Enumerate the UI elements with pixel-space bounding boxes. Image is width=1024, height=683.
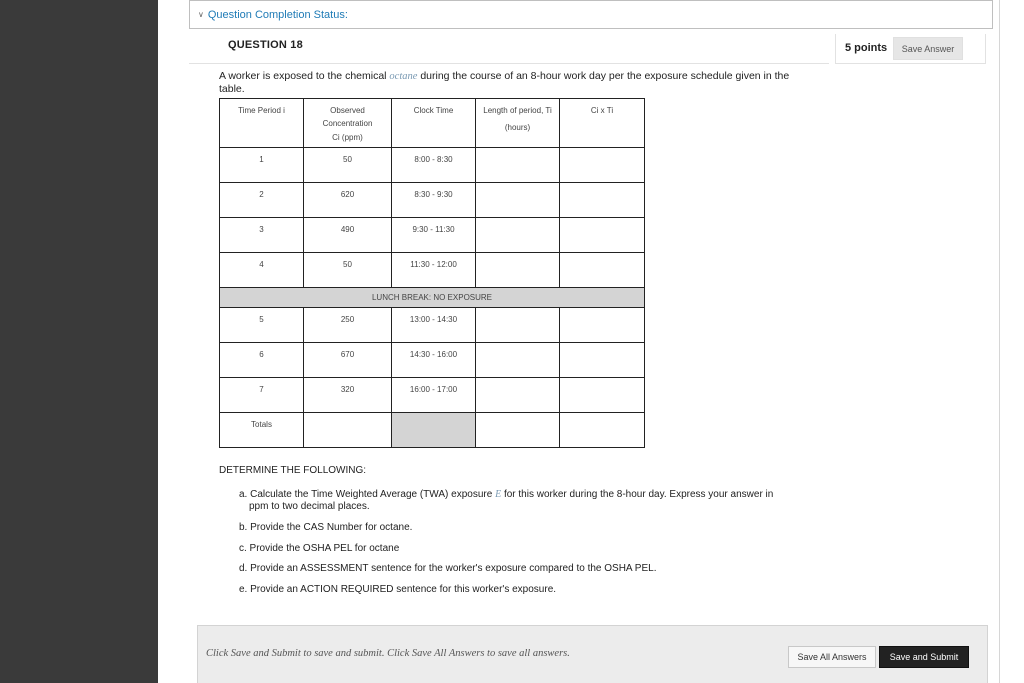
header-clock-time: Clock Time (392, 99, 476, 148)
item-b: b. Provide the CAS Number for octane. (239, 522, 413, 533)
header-observed-line2: Concentration (322, 119, 373, 128)
cell-clock-time: 13:00 - 14:30 (392, 308, 476, 343)
left-sidebar (0, 0, 158, 683)
cell-clock-time: 8:00 - 8:30 (392, 148, 476, 183)
completion-status-bar[interactable] (189, 0, 993, 29)
cell-concentration: 320 (304, 378, 392, 413)
cell-length (476, 378, 560, 413)
totals-clock-time (392, 413, 476, 448)
determine-heading: DETERMINE THE FOLLOWING: (219, 465, 367, 476)
table-row (220, 148, 645, 183)
submit-instructions: Click Save and Submit to save and submit. Click Save All Answers to save all answers. (206, 648, 570, 659)
cell-length (476, 253, 560, 288)
header-length-of-period (476, 99, 560, 148)
header-length-line1: Length of period, Ti (483, 106, 552, 115)
cell-product (560, 148, 645, 183)
lunch-break-row (220, 288, 645, 308)
header-time-period: Time Period i (220, 99, 304, 148)
table-row (220, 308, 645, 343)
right-margin (1000, 0, 1024, 683)
lunch-break-label: LUNCH BREAK: NO EXPOSURE (220, 288, 645, 308)
cell-concentration: 50 (304, 253, 392, 288)
totals-row (220, 413, 645, 448)
item-e: e. Provide an ACTION REQUIRED sentence for this worker's exposure. (239, 584, 557, 595)
cell-product (560, 378, 645, 413)
save-all-answers-button[interactable]: Save All Answers (788, 646, 876, 668)
cell-period: 6 (220, 343, 304, 378)
save-and-submit-button[interactable]: Save and Submit (879, 646, 969, 668)
chevron-down-icon: ∨ (198, 10, 204, 19)
totals-label: Totals (220, 413, 304, 448)
cell-product (560, 308, 645, 343)
cell-concentration: 250 (304, 308, 392, 343)
item-a (239, 489, 799, 512)
cell-period: 7 (220, 378, 304, 413)
question-prompt (219, 70, 794, 95)
item-a-line1 (239, 489, 799, 501)
question-title: QUESTION 18 (228, 39, 303, 51)
cell-period: 2 (220, 183, 304, 218)
cell-product (560, 343, 645, 378)
prompt-text-end: during the course of an 8-hour work day per the exposure schedule given in the table. (219, 70, 790, 95)
prompt-text-start: A worker is exposed to the chemical (219, 70, 390, 82)
table-header-row (220, 99, 645, 148)
question-points: 5 points (845, 42, 888, 54)
totals-product (560, 413, 645, 448)
cell-clock-time: 8:30 - 9:30 (392, 183, 476, 218)
header-observed-line1: Observed (330, 106, 365, 115)
exposure-table (219, 98, 645, 448)
cell-length (476, 148, 560, 183)
item-a-line2: ppm to two decimal places. (249, 500, 370, 512)
header-observed-line3: Ci (ppm) (332, 133, 363, 142)
cell-length (476, 218, 560, 253)
chemical-name: octane (389, 71, 418, 82)
twa-symbol: E (495, 489, 502, 500)
cell-product (560, 218, 645, 253)
item-d: d. Provide an ASSESSMENT sentence for the worker's exposure compared to the OSHA PEL. (239, 563, 657, 574)
cell-period: 5 (220, 308, 304, 343)
header-observed-concentration (304, 99, 392, 148)
cell-product (560, 183, 645, 218)
item-a-text-end: for this worker during the 8-hour day. Express your answer in (501, 489, 774, 500)
cell-period: 4 (220, 253, 304, 288)
cell-clock-time: 16:00 - 17:00 (392, 378, 476, 413)
table-row (220, 183, 645, 218)
cell-clock-time: 11:30 - 12:00 (392, 253, 476, 288)
cell-length (476, 343, 560, 378)
totals-length (476, 413, 560, 448)
table-row (220, 343, 645, 378)
cell-length (476, 183, 560, 218)
item-c: c. Provide the OSHA PEL for octane (239, 543, 400, 554)
cell-concentration: 490 (304, 218, 392, 253)
cell-clock-time: 9:30 - 11:30 (392, 218, 476, 253)
table-row (220, 253, 645, 288)
cell-clock-time: 14:30 - 16:00 (392, 343, 476, 378)
totals-concentration (304, 413, 392, 448)
cell-concentration: 620 (304, 183, 392, 218)
header-length-line2: (hours) (504, 123, 531, 132)
header-product: Ci x Ti (560, 99, 645, 148)
cell-concentration: 670 (304, 343, 392, 378)
cell-period: 1 (220, 148, 304, 183)
table-row (220, 218, 645, 253)
save-answer-button[interactable]: Save Answer (893, 37, 963, 60)
cell-period: 3 (220, 218, 304, 253)
item-a-text-start: a. Calculate the Time Weighted Average (TWA) exposure (239, 489, 496, 500)
completion-status-label: Question Completion Status: (207, 8, 348, 21)
cell-length (476, 308, 560, 343)
table-row (220, 378, 645, 413)
cell-concentration: 50 (304, 148, 392, 183)
cell-product (560, 253, 645, 288)
